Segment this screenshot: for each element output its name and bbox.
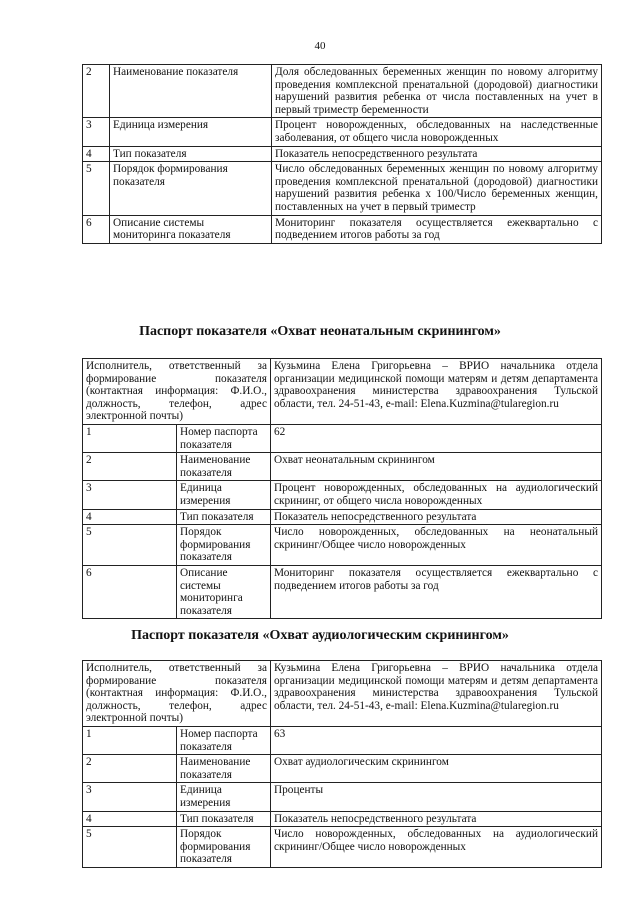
row-number: 5 bbox=[83, 525, 177, 566]
table-row bbox=[83, 525, 602, 566]
row-label: Наименование показателя bbox=[177, 453, 271, 481]
table-row bbox=[83, 755, 602, 783]
row-number: 5 bbox=[83, 162, 110, 215]
row-label: Порядок формирования показателя bbox=[177, 525, 271, 566]
row-label: Единица измерения bbox=[110, 118, 272, 146]
section-heading: Паспорт показателя «Охват аудиологическим скринингом» bbox=[131, 628, 509, 643]
row-label: Описание системы мониторинга показателя bbox=[110, 215, 272, 243]
table-row bbox=[83, 509, 602, 525]
row-number: 4 bbox=[83, 509, 177, 525]
table-row bbox=[83, 118, 602, 146]
row-number: 2 bbox=[83, 453, 177, 481]
row-number: 3 bbox=[83, 481, 177, 509]
row-label: Тип показателя bbox=[177, 811, 271, 827]
row-value: 63 bbox=[271, 726, 602, 754]
executor-label: Исполнитель, ответственный за формирование показателя (контактная информация: Ф.И.О., должность, телефон, адрес электронной почты) bbox=[83, 359, 271, 425]
row-label: Тип показателя bbox=[110, 146, 272, 162]
table-row bbox=[83, 65, 602, 118]
executor-label: Исполнитель, ответственный за формирование показателя (контактная информация: Ф.И.О., должность, телефон, адрес электронной почты) bbox=[83, 661, 271, 727]
row-number: 2 bbox=[83, 755, 177, 783]
table-row bbox=[83, 162, 602, 215]
row-value: Показатель непосредственного результата bbox=[272, 146, 602, 162]
table-row bbox=[83, 827, 602, 868]
table-row bbox=[83, 811, 602, 827]
row-number: 1 bbox=[83, 726, 177, 754]
row-number: 6 bbox=[83, 565, 177, 618]
row-value: 62 bbox=[271, 424, 602, 452]
passport-table-continued bbox=[82, 64, 602, 244]
row-label: Единица измерения bbox=[177, 783, 271, 811]
row-number: 3 bbox=[83, 118, 110, 146]
table-row bbox=[83, 565, 602, 618]
row-value: Число новорожденных, обследованных на аудиологический скрининг/Общее число новорожденных bbox=[271, 827, 602, 868]
row-value: Мониторинг показателя осуществляется ежеквартально с подведением итогов работы за год bbox=[271, 565, 602, 618]
row-value: Охват аудиологическим скринингом bbox=[271, 755, 602, 783]
row-value: Число обследованных беременных женщин по новому алгоритму проведения комплексной пренатальной (дородовой) диагностики нарушений развития ребенка х 100/Число беременных женщин, поставленных на учет в первый триместр bbox=[272, 162, 602, 215]
row-label: Номер паспорта показателя bbox=[177, 726, 271, 754]
row-label: Номер паспорта показателя bbox=[177, 424, 271, 452]
row-value: Показатель непосредственного результата bbox=[271, 811, 602, 827]
table-row bbox=[83, 146, 602, 162]
row-number: 4 bbox=[83, 146, 110, 162]
page-number: 40 bbox=[314, 40, 326, 52]
row-value: Процент новорожденных, обследованных на наследственные заболевания, от общего числа новорожденных bbox=[272, 118, 602, 146]
row-number: 1 bbox=[83, 424, 177, 452]
row-label: Порядок формирования показателя bbox=[110, 162, 272, 215]
table-row bbox=[83, 726, 602, 754]
row-value: Показатель непосредственного результата bbox=[271, 509, 602, 525]
row-label: Единица измерения bbox=[177, 481, 271, 509]
executor-value: Кузьмина Елена Григорьевна – ВРИО начальника отдела организации медицинской помощи матерям и детям департамента здравоохранения министерства здравоохранения Тульской области, тел. 24-51-43, e-mail: Elena.Kuzmina@tularegion.ru bbox=[271, 661, 602, 727]
row-value: Охват неонатальным скринингом bbox=[271, 453, 602, 481]
row-value: Процент новорожденных, обследованных на аудиологический скрининг, от общего числа новорожденных bbox=[271, 481, 602, 509]
row-number: 5 bbox=[83, 827, 177, 868]
section-heading: Паспорт показателя «Охват неонатальным скринингом» bbox=[139, 324, 501, 339]
row-number: 3 bbox=[83, 783, 177, 811]
row-label: Наименование показателя bbox=[110, 65, 272, 118]
passport-table-neonatal bbox=[82, 358, 602, 619]
row-value: Мониторинг показателя осуществляется ежеквартально с подведением итогов работы за год bbox=[272, 215, 602, 243]
row-label: Описание системы мониторинга показателя bbox=[177, 565, 271, 618]
table-row bbox=[83, 481, 602, 509]
table-row bbox=[83, 783, 602, 811]
row-number: 2 bbox=[83, 65, 110, 118]
row-label: Порядок формирования показателя bbox=[177, 827, 271, 868]
row-label: Наименование показателя bbox=[177, 755, 271, 783]
table-row bbox=[83, 215, 602, 243]
row-value: Число новорожденных, обследованных на неонатальный скрининг/Общее число новорожденных bbox=[271, 525, 602, 566]
executor-value: Кузьмина Елена Григорьевна – ВРИО начальника отдела организации медицинской помощи матерям и детям департамента здравоохранения министерства здравоохранения Тульской области, тел. 24-51-43, e-mail: Elena.Kuzmina@tularegion.ru bbox=[271, 359, 602, 425]
table-row bbox=[83, 661, 602, 727]
row-value: Доля обследованных беременных женщин по новому алгоритму проведения комплексной пренатальной (дородовой) диагностики нарушений развития ребенка от числа поставленных на учет в первый триместр беременности bbox=[272, 65, 602, 118]
row-number: 6 bbox=[83, 215, 110, 243]
row-label: Тип показателя bbox=[177, 509, 271, 525]
table-row bbox=[83, 359, 602, 425]
table-row bbox=[83, 424, 602, 452]
table-row bbox=[83, 453, 602, 481]
row-value: Проценты bbox=[271, 783, 602, 811]
row-number: 4 bbox=[83, 811, 177, 827]
passport-table-audiological bbox=[82, 660, 602, 868]
